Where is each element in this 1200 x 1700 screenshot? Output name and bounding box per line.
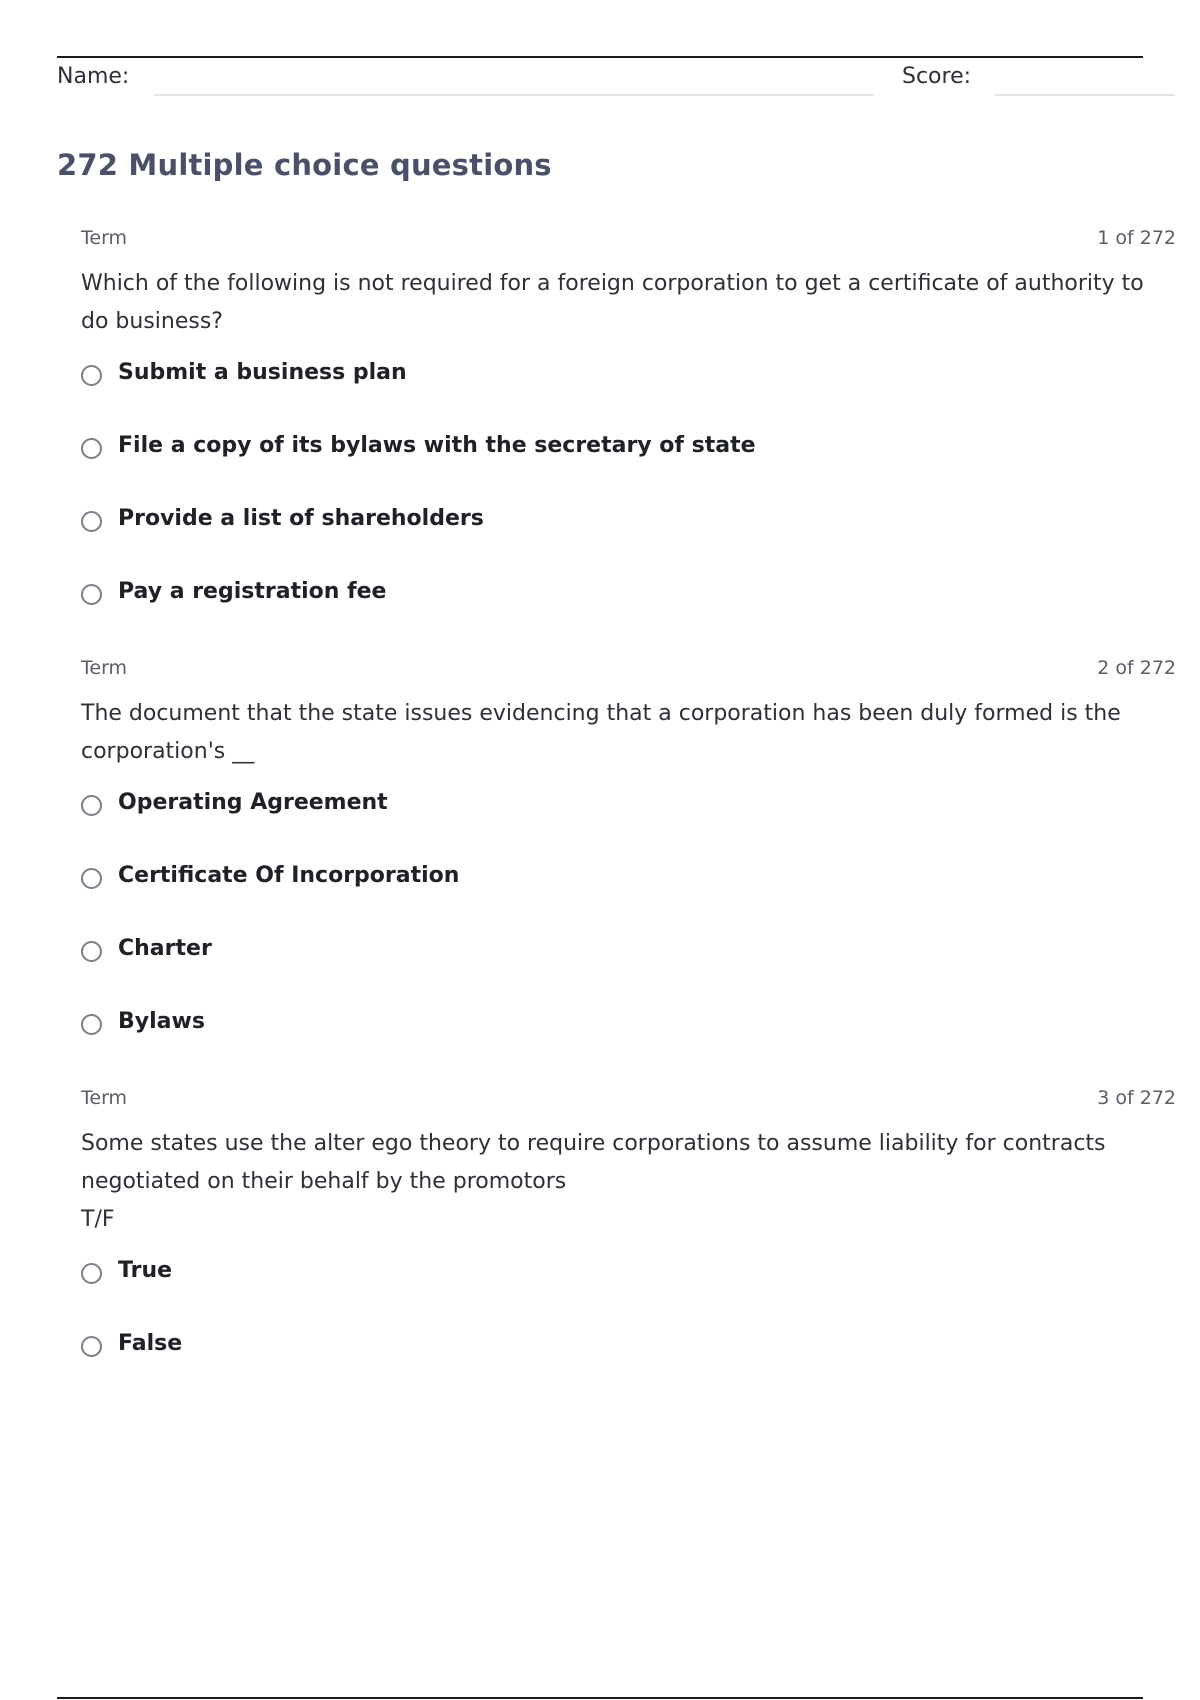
page-title: 272 Multiple choice questions xyxy=(57,148,552,182)
radio-button-icon[interactable] xyxy=(81,795,102,816)
answer-option[interactable] xyxy=(81,929,1176,1002)
answer-options xyxy=(81,783,1176,1075)
question-header xyxy=(81,657,1176,685)
header-row xyxy=(57,62,1177,102)
answer-label: Certificate Of Incorporation xyxy=(118,863,460,888)
radio-button-icon[interactable] xyxy=(81,584,102,605)
answer-option[interactable] xyxy=(81,353,1176,426)
radio-button-icon[interactable] xyxy=(81,365,102,386)
score-field[interactable] xyxy=(995,94,1175,96)
question-counter: 1 of 272 xyxy=(1097,227,1176,249)
question-type-label: Term xyxy=(81,227,128,249)
answer-label: Provide a list of shareholders xyxy=(118,506,484,531)
answer-label: Bylaws xyxy=(118,1009,205,1034)
question-card xyxy=(81,657,1176,1075)
question-header xyxy=(81,1087,1176,1115)
question-counter: 2 of 272 xyxy=(1097,657,1176,679)
answer-label: True xyxy=(118,1258,173,1283)
name-field[interactable] xyxy=(154,94,874,96)
answer-label: Operating Agreement xyxy=(118,790,388,815)
radio-button-icon[interactable] xyxy=(81,941,102,962)
name-label: Name: xyxy=(57,64,130,89)
question-counter: 3 of 272 xyxy=(1097,1087,1176,1109)
answer-options xyxy=(81,353,1176,645)
answer-label: False xyxy=(118,1331,183,1356)
question-type-label: Term xyxy=(81,657,128,679)
question-card xyxy=(81,1087,1176,1397)
question-card xyxy=(81,227,1176,645)
radio-button-icon[interactable] xyxy=(81,1014,102,1035)
answer-label: File a copy of its bylaws with the secretary of state xyxy=(118,433,756,458)
answer-option[interactable] xyxy=(81,426,1176,499)
question-text: The document that the state issues evidencing that a corporation has been duly formed is the corporation's __ xyxy=(81,701,1121,764)
question-text: Some states use the alter ego theory to require corporations to assume liability for contracts negotiated on their behalf by the promotors xyxy=(81,1131,1106,1194)
answer-option[interactable] xyxy=(81,1324,1176,1397)
radio-button-icon[interactable] xyxy=(81,1263,102,1284)
radio-button-icon[interactable] xyxy=(81,438,102,459)
question-subtext: T/F xyxy=(81,1207,115,1232)
answer-option[interactable] xyxy=(81,499,1176,572)
score-label: Score: xyxy=(902,64,972,89)
answer-option[interactable] xyxy=(81,856,1176,929)
answer-label: Charter xyxy=(118,936,212,961)
answer-options xyxy=(81,1251,1176,1397)
answer-option[interactable] xyxy=(81,572,1176,645)
answer-option[interactable] xyxy=(81,783,1176,856)
bottom-rule xyxy=(57,1697,1143,1699)
question-text: Which of the following is not required for a foreign corporation to get a certificate of authority to do business? xyxy=(81,271,1144,334)
answer-label: Pay a registration fee xyxy=(118,579,387,604)
radio-button-icon[interactable] xyxy=(81,511,102,532)
answer-label: Submit a business plan xyxy=(118,360,407,385)
radio-button-icon[interactable] xyxy=(81,1336,102,1357)
radio-button-icon[interactable] xyxy=(81,868,102,889)
question-header xyxy=(81,227,1176,255)
answer-option[interactable] xyxy=(81,1251,1176,1324)
top-rule xyxy=(57,56,1143,58)
answer-option[interactable] xyxy=(81,1002,1176,1075)
question-type-label: Term xyxy=(81,1087,128,1109)
